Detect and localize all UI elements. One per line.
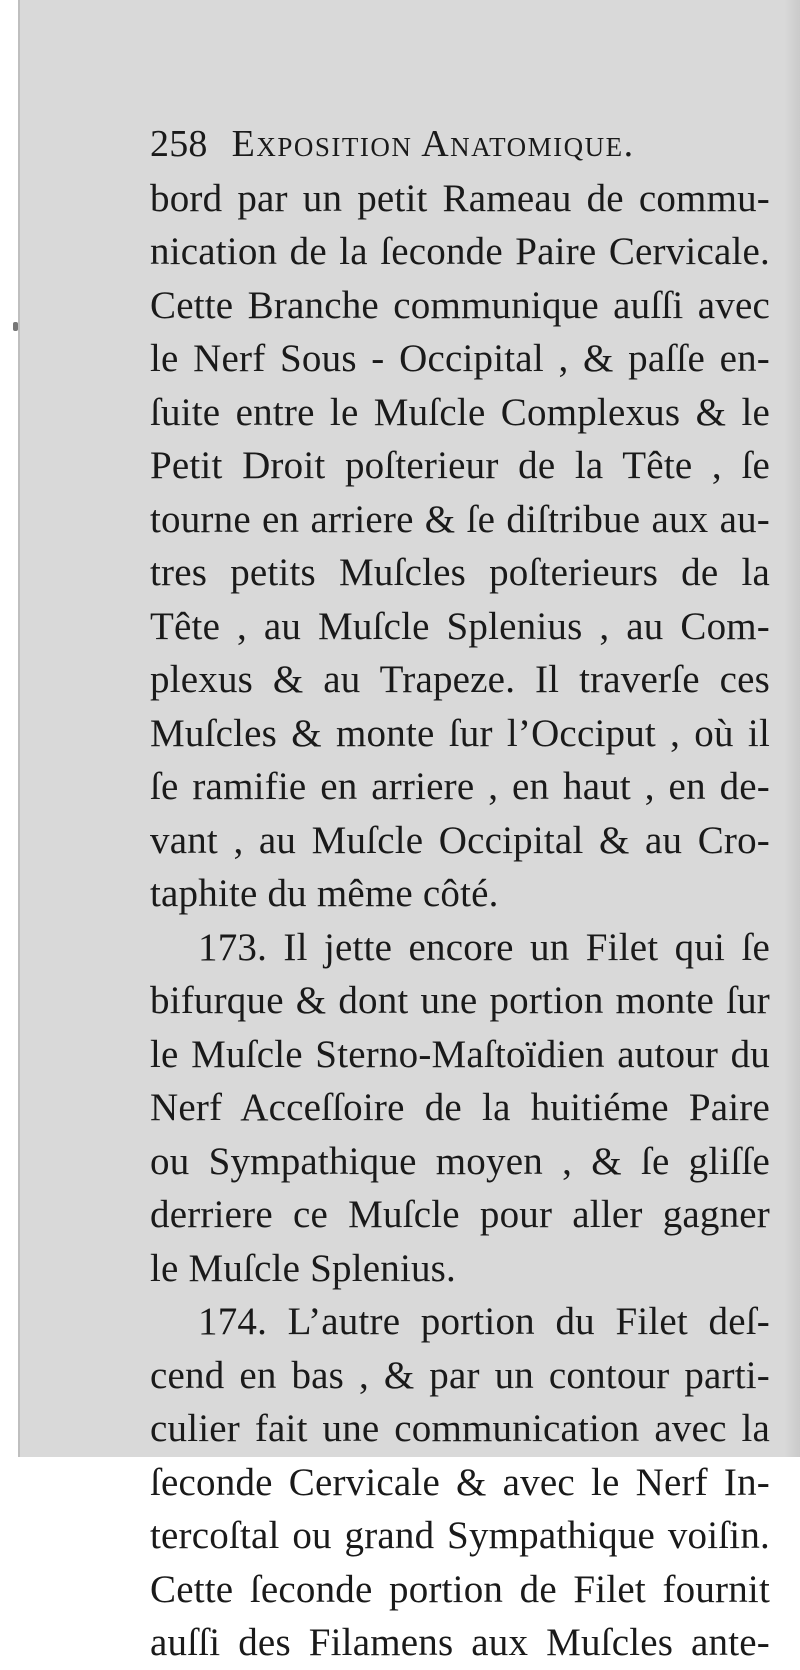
text-line: bifurque & dont une portion monte ſur: [150, 979, 770, 1022]
text-line: derriere ce Muſcle pour aller gagner: [150, 1193, 770, 1236]
paragraph-173-first-line: 173. Il jette encore un Filet qui ſe: [198, 925, 770, 969]
text-line: le Muſcle Sterno-Maſtoïdien autour du: [150, 1032, 770, 1076]
page-header: [150, 118, 770, 172]
page-number: 258: [150, 123, 208, 165]
text-line: auſſi des Filamens aux Muſcles ante-: [150, 1621, 770, 1664]
text-line: ſe ramifie en arriere , en haut , en de-: [150, 765, 770, 808]
text-line: Cette Branche communique auſſi avec: [150, 283, 770, 327]
text-line: tercoſtal ou grand Sympathique voiſin.: [150, 1514, 770, 1557]
text-line: Nerf Acceſſoire de la huitiéme Paire: [150, 1086, 770, 1129]
paragraph-174-first-line: 174. L’autre portion du Filet deſ-: [198, 1300, 770, 1343]
page-edge-mark: [13, 322, 18, 331]
text-line: le Nerf Sous - Occipital , & paſſe en-: [150, 337, 770, 380]
text-line: Cette ſeconde portion de Filet fournit: [150, 1567, 770, 1611]
text-line: ou Sympathique moyen , & ſe gliſſe: [150, 1139, 770, 1183]
text-line: bord par un petit Rameau de commu-: [150, 176, 770, 220]
running-title: Exposition Anatomique.: [231, 123, 635, 165]
text-line: Tête , au Muſcle Splenius , au Com-: [150, 604, 770, 648]
text-line: taphite du même côté.: [150, 872, 499, 915]
text-line: plexus & au Trapeze. Il traverſe ces: [150, 658, 770, 701]
text-line: ſeconde Cervicale & avec le Nerf In-: [150, 1460, 770, 1504]
text-line: culier fait une communication avec la: [150, 1407, 770, 1450]
text-line: Petit Droit poſterieur de la Tête , ſe: [150, 444, 770, 487]
gutter-shadow: [784, 0, 800, 1457]
page-text-block: [150, 118, 770, 1670]
text-line: le Muſcle Splenius.: [150, 1246, 457, 1290]
text-line: vant , au Muſcle Occipital & au Cro-: [150, 818, 770, 862]
text-line: Muſcles & monte ſur l’Occiput , où il: [150, 711, 770, 755]
text-line: nication de la ſeconde Paire Cervicale.: [150, 230, 770, 273]
text-line: tres petits Muſcles poſterieurs de la: [150, 551, 770, 594]
text-line: ſuite entre le Muſcle Complexus & le: [150, 390, 770, 434]
text-line: cend en bas , & par un contour parti-: [150, 1353, 770, 1397]
text-line: tourne en arriere & ſe diſtribue aux au-: [150, 497, 770, 541]
